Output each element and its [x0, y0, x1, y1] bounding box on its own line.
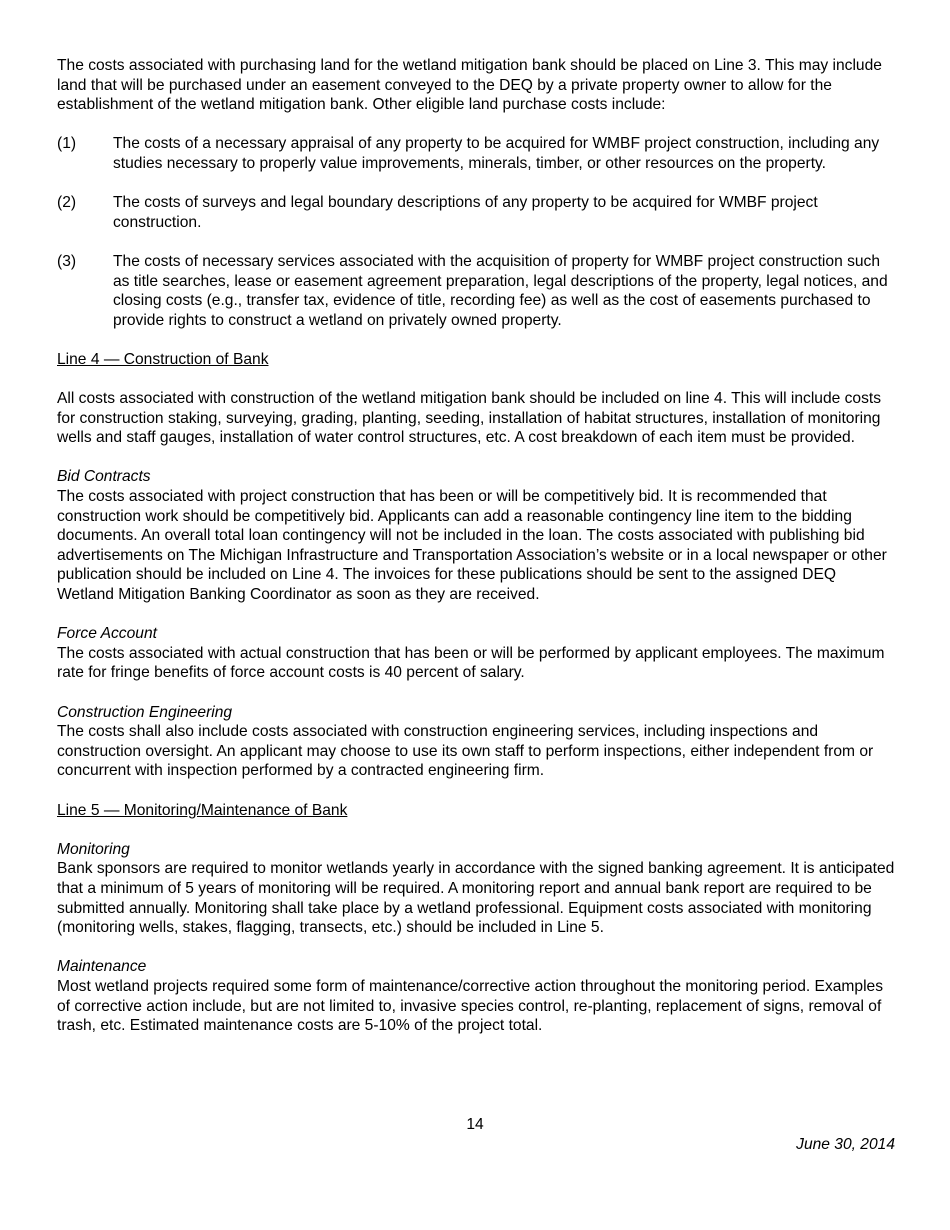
- list-text: The costs of surveys and legal boundary descriptions of any property to be acquired for WMBF project construction.: [113, 194, 818, 231]
- maintenance-text: Most wetland projects required some form of maintenance/corrective action throughout the monitoring period. Examples of corrective action include, but are not limited to, invasive species control, re-planting, replacement of signs, removal of trash, etc. Estimated maintenance costs are 5-10% of the project total.: [57, 977, 884, 1035]
- line4-heading: Line 4 — Construction of Bank: [57, 350, 269, 368]
- list-text: The costs of necessary services associated with the acquisition of property for WMBF project construction such as title searches, lease or easement agreement preparation, legal descriptions of the property, legal notices, and closing costs (e.g., transfer tax, evidence of title, recording fee) as well as the cost of easements purchased to provide rights to construct a wetland on privately owned property.: [113, 252, 888, 329]
- line5-heading: Line 5 — Monitoring/Maintenance of Bank: [57, 801, 348, 819]
- bid-contracts-text: The costs associated with project construction that has been or will be competitively bid. It is recommended that construction work should be competitively bid. Applicants can add a reasonable contingency line item to the bidding documents. An overall total loan contingency will not be included in the loan. The costs associated with publishing bid advertisements on The Michigan Infrastructure and Transportation Association’s website or in a local newspaper or other publication should be included on Line 4. The invoices for these publications should be sent to the assigned DEQ Wetland Mitigation Banking Coordinator as soon as they are received.: [57, 488, 887, 604]
- page-number: 14: [466, 1116, 484, 1133]
- monitoring-title: Monitoring: [57, 840, 130, 858]
- monitoring-text: Bank sponsors are required to monitor wetlands yearly in accordance with the signed banking agreement. It is anticipated that a minimum of 5 years of monitoring will be required. A monitoring report and annual bank report are required to be submitted annually. Monitoring shall take place by a wetland professional. Equipment costs associated with monitoring (monitoring wells, stakes, flagging, transects, etc.) should be included in Line 5.: [57, 860, 895, 937]
- intro-paragraph: The costs associated with purchasing land for the wetland mitigation bank should be placed on Line 3. This may include land that will be purchased under an easement conveyed to the DEQ by a private property owner to allow for the establishment of the wetland mitigation bank. Other eligible land purchase costs include:: [57, 57, 882, 114]
- bid-contracts-title: Bid Contracts: [57, 468, 151, 486]
- list-item: [57, 252, 897, 330]
- list-number: (1): [57, 135, 77, 153]
- maintenance-title: Maintenance: [57, 958, 147, 976]
- construction-engineering-title: Construction Engineering: [57, 703, 233, 721]
- list-number: (2): [57, 194, 77, 212]
- list-item: [57, 134, 897, 173]
- list-number: (3): [57, 252, 77, 270]
- list-text: The costs of a necessary appraisal of any property to be acquired for WMBF project construction, including any studies necessary to properly value improvements, minerals, timber, or other resources on the property.: [113, 135, 880, 172]
- force-account-text: The costs associated with actual construction that has been or will be performed by applicant employees. The maximum rate for fringe benefits of force account costs is 40 percent of salary.: [57, 644, 885, 682]
- force-account-title: Force Account: [57, 625, 157, 643]
- list-item: [57, 193, 897, 232]
- footer-date: June 30, 2014: [796, 1136, 895, 1153]
- document-body: [57, 56, 897, 1055]
- construction-engineering-text: The costs shall also include costs associated with construction engineering services, including inspections and construction oversight. An applicant may choose to use its own staff to perform inspections, either independent from or concurrent with inspection performed by a contracted engineering firm.: [57, 723, 874, 780]
- line4-intro: All costs associated with construction of the wetland mitigation bank should be included on line 4. This will include costs for construction staking, surveying, grading, planting, seeding, installation of habitat structures, installation of monitoring wells and staff gauges, installation of water control structures, etc. A cost breakdown of each item must be provided.: [57, 390, 882, 447]
